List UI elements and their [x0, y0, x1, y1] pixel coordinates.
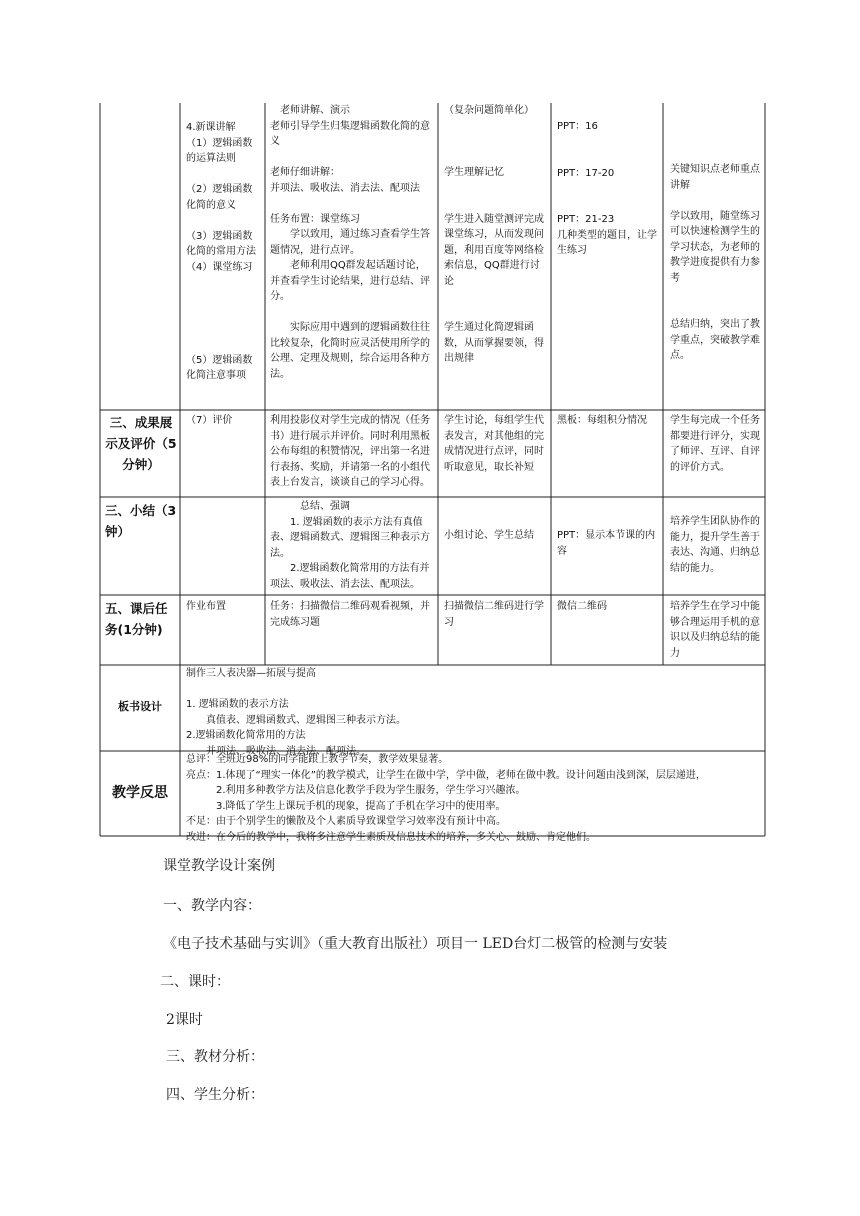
body-line-6: 三、教材分析： — [166, 1049, 264, 1065]
row1-col5: 关键知识点老师重点讲解 学以致用，随堂练习可以快速检测学生的学习状态，为老师的教学进度提供有力参考 总结归纳，突出了教学重点，突破教学难点。 — [670, 164, 760, 361]
row3-col3: 小组讨论、学生总结 — [444, 530, 534, 541]
body-line-7: 四、学生分析： — [166, 1087, 264, 1103]
row2-col2: 利用投影仪对学生完成的情况（任务书）进行展示并评价。同时利用黑板公布每组的积赞情况，评出第一名进行表扬、奖励，并请第一名的小组代表上台发言，谈谈自己的学习心得。 — [270, 415, 430, 488]
row1-col2: 老师讲解、演示 老师引导学生归集逻辑函数化简的意义 老师仔细讲解： 并项法、吸收法、消去法、配项法 任务布置：课堂练习 学以致用，通过练习查看学生答题情况，进行点评。 老师利用QQ群发起话题讨论，并查看学生讨论结果，进行总结、评分。 实际应用中遇到的逻辑函数往往比较复杂，化简时应灵活使用所学的公理、定理及规则，综合运用各种方法。 — [270, 105, 430, 380]
row4-col3: 扫描微信二维码进行学习 — [444, 601, 544, 628]
row4-header: 五、课后任务(1分钟) — [105, 601, 168, 637]
body-line-4: 二、课时： — [160, 974, 230, 990]
row3-header: 三、小结（3钟） — [105, 503, 177, 539]
row4-col2: 任务：扫描微信二维码观看视频，并完成练习题 — [270, 601, 430, 628]
row1-col4: PPT：16 PPT：17-20 PPT：21-23 几种类型的题目，让学生练习 — [557, 121, 657, 256]
row2-col5: 学生每完成一个任务都要进行评分，实现了师评、互评、自评的评价方式。 — [670, 415, 760, 473]
row4-col5: 培养学生在学习中能够合理运用手机的意识以及归纳总结的能力 — [670, 601, 760, 659]
body-line-5: 2课时 — [166, 1012, 203, 1028]
body-line-3: 《电子技术基础与实训》（重大教育出版社）项目一 LED台灯二极管的检测与安装 — [163, 936, 668, 952]
row2-header: 三、成果展示及评价（5分钟） — [105, 415, 177, 472]
row6-content: 总评：全班近98%的同学能跟上教学节奏，教学效果显著。 亮点：1.体现了“理实一体化”的教学模式，让学生在做中学，学中做，老师在做中教。设计问题由浅到深，层层递进， 2.利用多种教学方法及信息化教学手段为学生服务，学生学习兴趣浓。 3.降低了学生上课玩手机的现象，提高了手机在学习中的使用率。 不足：由于个别学生的懒散及个人素质导致课堂学习效率没有预计中高。 改进：在今后的教学中，我将多注意学生素质及信息技术的培养，多关心、鼓励、肯定他们。 — [186, 754, 706, 843]
body-line-1: 课堂教学设计案例 — [163, 858, 275, 874]
row4-col1: 作业布置 — [186, 601, 226, 612]
row2-col3: 学生讨论，每组学生代表发言，对其他组的完成情况进行点评，同时听取意见，取长补短 — [444, 415, 544, 473]
row3-col2: 总结、强调 1. 逻辑函数的表示方法有真值表、逻辑函数式、逻辑图三种表示方法。 2.逻辑函数化简常用的方法有并项法、吸收法、消去法、配项法。 — [270, 501, 430, 590]
row3-col4: PPT：显示本节课的内容 — [557, 530, 656, 557]
row1-col1: 4.新课讲解 （1）逻辑函数的运算法则 （2）逻辑函数化简的意义 （3）逻辑函数化简的常用方法 （4）课堂练习 （5）逻辑函数化简注意事项 — [186, 122, 256, 381]
row2-col1: （7）评价 — [186, 415, 233, 426]
row3-col5: 培养学生团队协作的能力，提升学生善于表达、沟通、归纳总结的能力。 — [670, 516, 760, 574]
row5-header: 板书设计 — [118, 700, 162, 713]
row6-header: 教学反思 — [112, 785, 168, 801]
row1-col3: （复杂问题简单化） 学生理解记忆 学生进入随堂测评完成课堂练习，从而发现问题，利用百度等网络检索信息，QQ群进行讨论 学生通过化简逻辑函数，从而掌握要领，得出规律 — [444, 105, 544, 364]
row2-col4: 黑板：每组积分情况 — [557, 415, 647, 426]
row5-content: 制作三人表决器—拓展与提高 1. 逻辑函数的表示方法 真值表、逻辑函数式、逻辑图三种表示方法。 2.逻辑函数化简常用的方法 并项法、吸收法、消去法、配项法。 — [186, 668, 406, 757]
row4-col4: 微信二维码 — [557, 601, 607, 612]
body-line-2: 一、教学内容： — [163, 898, 261, 914]
